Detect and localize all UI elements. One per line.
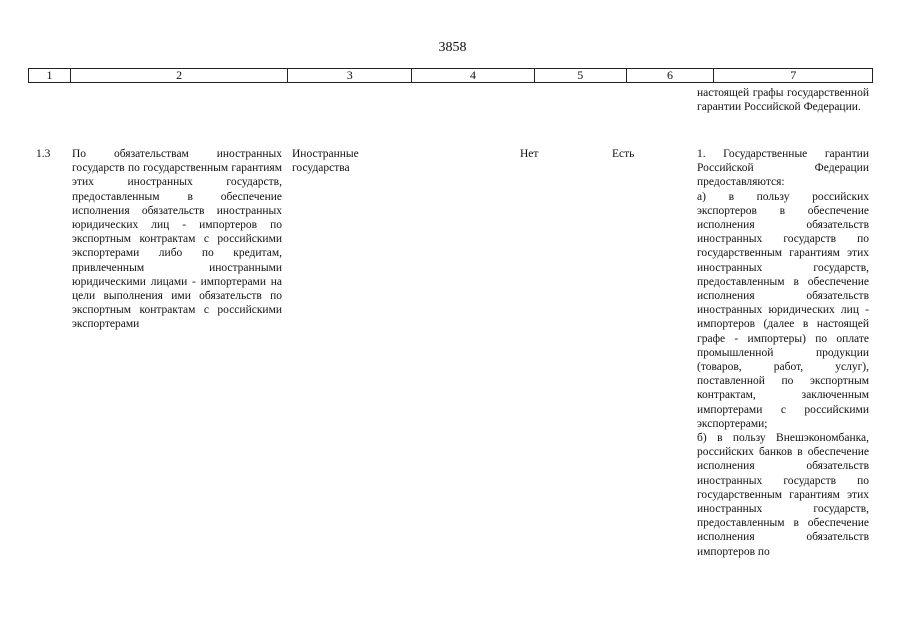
- row-col5-text: Нет: [520, 148, 539, 160]
- col7-item-a: а) в пользу российских экспортеров в обеспечение исполнения обязательств иностранных государств по государственным гарантиям этих иностранных государств, предоставленным в обеспечение исполнения обязательств иностранных юридических лиц - импортеров (далее в настоящей графе - импортеры) по оплате промышленной продукции (товаров, работ, услуг), поставленной по экспортным контрактам, заключенным импортерами с российскими экспортерами;: [697, 190, 869, 430]
- column-number-6: 6: [627, 69, 715, 82]
- column-number-5: 5: [535, 69, 627, 82]
- row-number: 1.3: [36, 148, 51, 160]
- row-col7-text: [697, 147, 869, 559]
- col7-item-b: б) в пользу Внешэкономбанка, российских банков в обеспечение исполнения обязательств иностранных государств по государственным гарантиям этих иностранных государств, предоставленным в обеспечение исполнения обязательств импортеров по: [697, 432, 869, 558]
- row-col2-text: По обязательствам иностранных государств по государственным гарантиям этих иностранных государств, предоставленным в обеспечение исполнения обязательств иностранных юридических лиц - импортеров по экспортным контрактам с российскими экспортерами либо по кредитам, привлеченным иностранными юридическими лицами - импортерами на цели выполнения ими обязательств по экспортным контрактам с российскими экспортерами: [72, 148, 282, 331]
- column-number-3: 3: [288, 69, 412, 82]
- page-number: 3858: [438, 40, 467, 55]
- column-number-4: 4: [412, 69, 535, 82]
- column-number-1: 1: [29, 69, 71, 82]
- row-col3-text: Иностранные государства: [292, 148, 359, 175]
- col7-intro: 1. Государственные гарантии Российской Федерации предоставляются:: [697, 148, 869, 189]
- column-number-7: 7: [790, 68, 797, 82]
- table-header-row: [28, 68, 873, 83]
- continuation-text: настоящей графы государственной гарантии Российской Федерации.: [697, 87, 869, 114]
- column-number-2: 2: [71, 69, 288, 82]
- row-col6-text: Есть: [612, 148, 635, 160]
- continuation-text-col7: [697, 86, 869, 114]
